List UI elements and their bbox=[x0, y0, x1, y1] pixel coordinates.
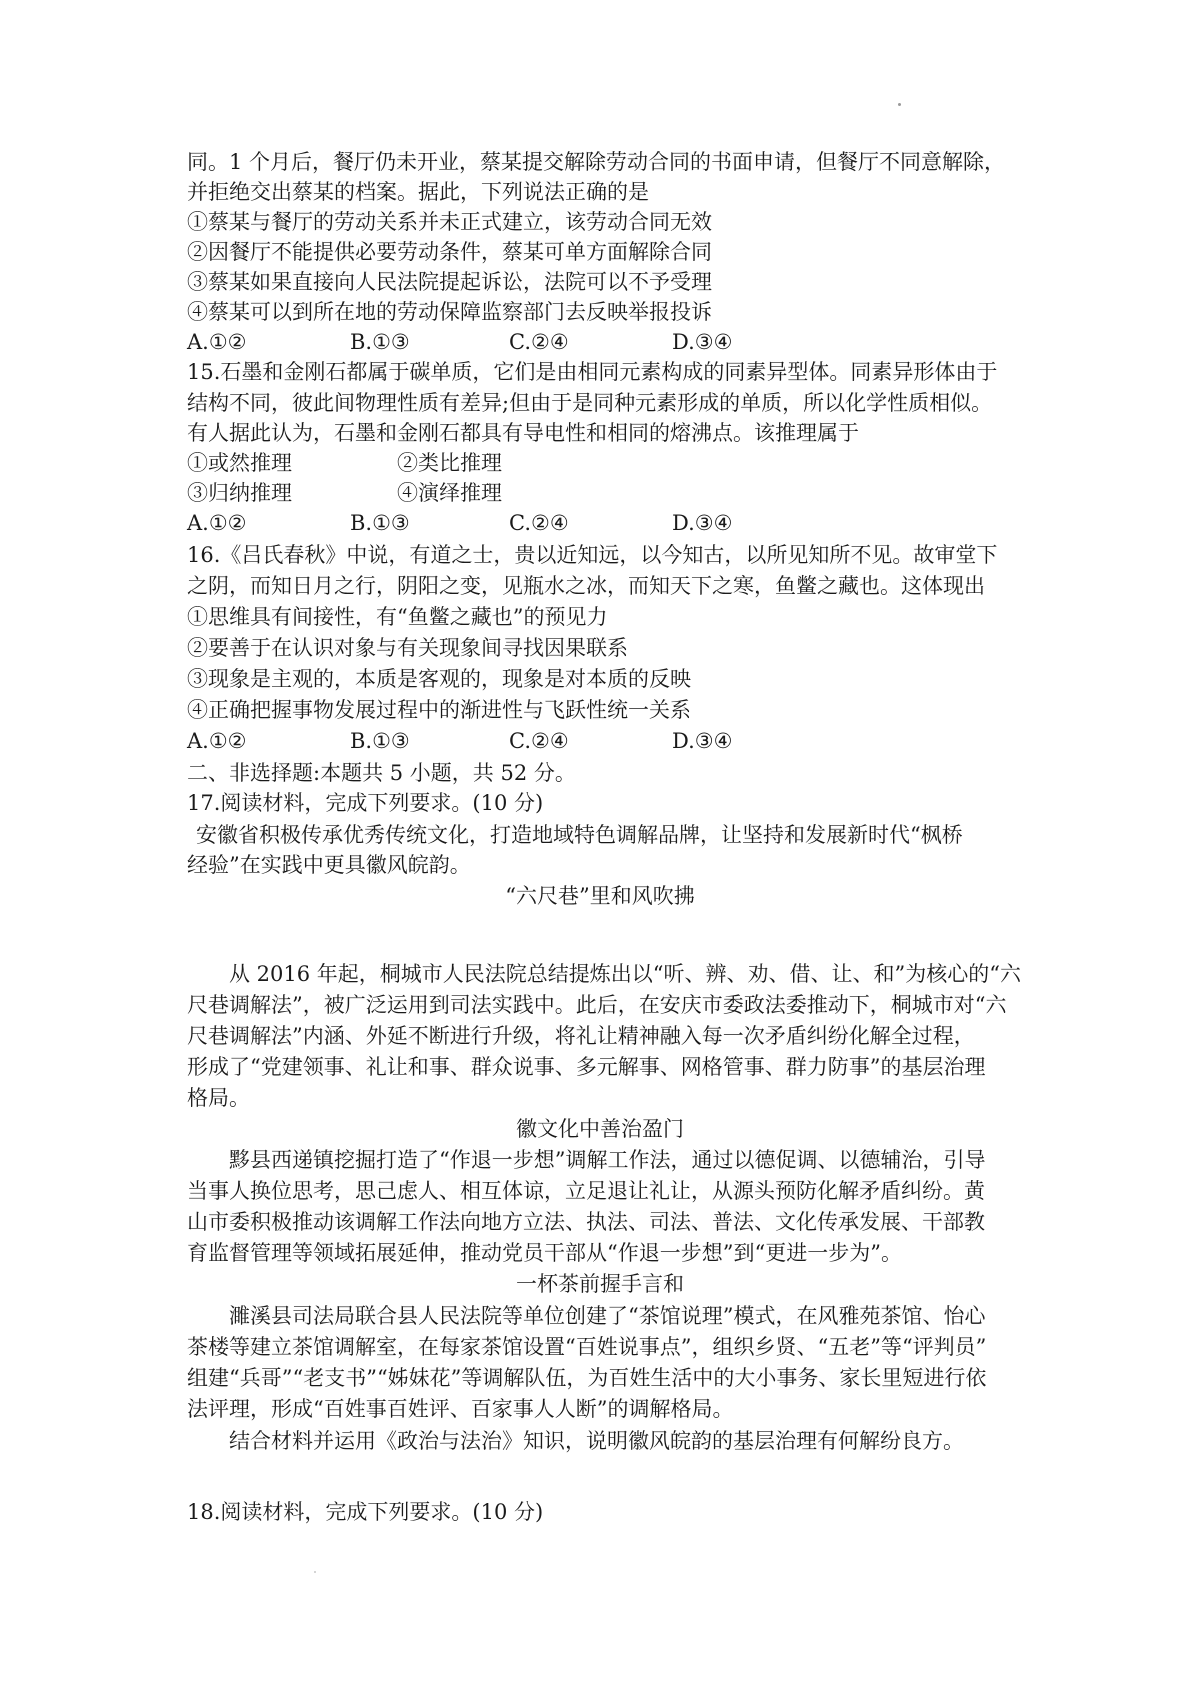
q16-statement-2: ②要善于在认识对象与有关现象间寻找因果联系 bbox=[187, 636, 628, 660]
q17-intro-line-1: 安徽省积极传承优秀传统文化，打造地域特色调解品牌，让坚持和发展新时代“枫桥 bbox=[196, 823, 963, 847]
q16-statement-1: ①思维具有间接性，有“鱼鳖之藏也”的预见力 bbox=[187, 605, 608, 629]
q17-question: 结合材料并运用《政治与法治》知识，说明徽风皖韵的基层治理有何解纷良方。 bbox=[229, 1429, 964, 1453]
q15-statement-4: ④演绎推理 bbox=[397, 481, 502, 505]
q16-option-c: C.②④ bbox=[509, 729, 569, 753]
q17-sub3-line-2: 茶楼等建立茶馆调解室，在每家茶馆设置“百姓说事点”，组织乡贤、“五老”等“评判员” bbox=[187, 1335, 987, 1359]
q16-line-2: 之阴，而知日月之行，阴阳之变，见瓶水之冰，而知天下之寒，鱼鳖之藏也。这体现出 bbox=[187, 574, 985, 598]
q17-subtitle-1: “六尺巷”里和风吹拂 bbox=[505, 884, 695, 908]
q17-sub3-line-3: 组建“兵哥”“老支书”“姊妹花”等调解队伍，为百姓生活中的大小事务、家长里短进行依 bbox=[187, 1366, 987, 1390]
q15-statement-2: ②类比推理 bbox=[397, 451, 502, 475]
q17-intro-line-2: 经验”在实践中更具徽风皖韵。 bbox=[187, 853, 471, 877]
q17-sub3-line-1: 濉溪县司法局联合县人民法院等单位创建了“茶馆说理”模式，在风雅苑茶馆、怡心 bbox=[229, 1304, 986, 1328]
q14-option-d: D.③④ bbox=[672, 330, 733, 354]
q16-option-a: A.①② bbox=[187, 729, 247, 753]
q17-sub1-line-5: 格局。 bbox=[187, 1086, 250, 1110]
q15-option-c: C.②④ bbox=[509, 511, 569, 535]
q17-sub2-line-2: 当事人换位思考，思己虑人、相互体谅，立足退让礼让，从源头预防化解矛盾纠纷。黄 bbox=[187, 1179, 985, 1203]
q14-options bbox=[187, 327, 1027, 357]
q15-options bbox=[187, 508, 1027, 538]
q17-sub2-line-4: 育监督管理等领域拓展延伸，推动党员干部从“作退一步想”到“更进一步为”。 bbox=[187, 1241, 902, 1265]
section-2-heading: 二、非选择题:本题共 5 小题，共 52 分。 bbox=[187, 761, 576, 785]
q16-statement-4: ④正确把握事物发展过程中的渐进性与飞跃性统一关系 bbox=[187, 698, 691, 722]
q15-statements-row-2 bbox=[187, 478, 1027, 508]
q15-statements-row-1 bbox=[187, 448, 1027, 478]
q17-subtitle-3: 一杯茶前握手言和 bbox=[516, 1272, 684, 1296]
q16-statement-3: ③现象是主观的，本质是客观的，现象是对本质的反映 bbox=[187, 667, 691, 691]
q17-sub1-line-1: 从 2016 年起，桐城市人民法院总结提炼出以“听、辨、劝、借、让、和”为核心的“六 bbox=[229, 962, 1021, 986]
q14-statement-4: ④蔡某可以到所在地的劳动保障监察部门去反映举报投诉 bbox=[187, 300, 712, 324]
q14-option-b: B.①③ bbox=[350, 330, 410, 354]
q15-statement-1: ①或然推理 bbox=[187, 451, 292, 475]
q17-sub2-line-1: 黟县西递镇挖掘打造了“作退一步想”调解工作法，通过以德促调、以德辅治，引导 bbox=[229, 1148, 986, 1172]
q14-line-2: 并拒绝交出蔡某的档案。据此，下列说法正确的是 bbox=[187, 180, 649, 204]
speck-mark bbox=[898, 103, 901, 106]
q17-subtitle-2: 徽文化中善治盈门 bbox=[516, 1117, 684, 1141]
q14-option-c: C.②④ bbox=[509, 330, 569, 354]
q17-sub1-line-3: 尺巷调解法”内涵、外延不断进行升级，将礼让精神融入每一次矛盾纠纷化解全过程， bbox=[187, 1024, 975, 1048]
q16-options bbox=[187, 726, 1027, 756]
q18-title: 18.阅读材料，完成下列要求。(10 分) bbox=[187, 1500, 544, 1524]
q16-option-b: B.①③ bbox=[350, 729, 410, 753]
q14-statement-2: ②因餐厅不能提供必要劳动条件，蔡某可单方面解除合同 bbox=[187, 240, 712, 264]
q15-option-a: A.①② bbox=[187, 511, 247, 535]
q17-sub1-line-2: 尺巷调解法”，被广泛运用到司法实践中。此后，在安庆市委政法委推动下，桐城市对“六 bbox=[187, 993, 1007, 1017]
q17-sub2-line-3: 山市委积极推动该调解工作法向地方立法、执法、司法、普法、文化传承发展、干部教 bbox=[187, 1210, 985, 1234]
q14-option-a: A.①② bbox=[187, 330, 247, 354]
q15-statement-3: ③归纳推理 bbox=[187, 481, 292, 505]
q15-option-d: D.③④ bbox=[672, 511, 733, 535]
q17-sub1-line-4: 形成了“党建领事、礼让和事、群众说事、多元解事、网格管事、群力防事”的基层治理 bbox=[187, 1055, 986, 1079]
q15-line-3: 有人据此认为，石墨和金刚石都具有导电性和相同的熔沸点。该推理属于 bbox=[187, 421, 859, 445]
q15-line-2: 结构不同，彼此间物理性质有差异;但由于是同种元素形成的单质，所以化学性质相似。 bbox=[187, 391, 993, 415]
q16-line-1: 16.《吕氏春秋》中说，有道之士，贵以近知远，以今知古，以所见知所不见。故审堂下 bbox=[187, 543, 998, 567]
q14-statement-3: ③蔡某如果直接向人民法院提起诉讼，法院可以不予受理 bbox=[187, 270, 712, 294]
q16-option-d: D.③④ bbox=[672, 729, 733, 753]
q15-line-1: 15.石墨和金刚石都属于碳单质，它们是由相同元素构成的同素异型体。同素异形体由于 bbox=[187, 360, 998, 384]
q17-title: 17.阅读材料，完成下列要求。(10 分) bbox=[187, 791, 544, 815]
q14-statement-1: ①蔡某与餐厅的劳动关系并未正式建立，该劳动合同无效 bbox=[187, 210, 712, 234]
speck-mark bbox=[314, 1571, 316, 1573]
q17-sub3-line-4: 法评理，形成“百姓事百姓评、百家事人人断”的调解格局。 bbox=[187, 1397, 734, 1421]
q15-option-b: B.①③ bbox=[350, 511, 410, 535]
q14-line-1: 同。1 个月后，餐厅仍未开业，蔡某提交解除劳动合同的书面申请，但餐厅不同意解除， bbox=[187, 150, 1006, 174]
